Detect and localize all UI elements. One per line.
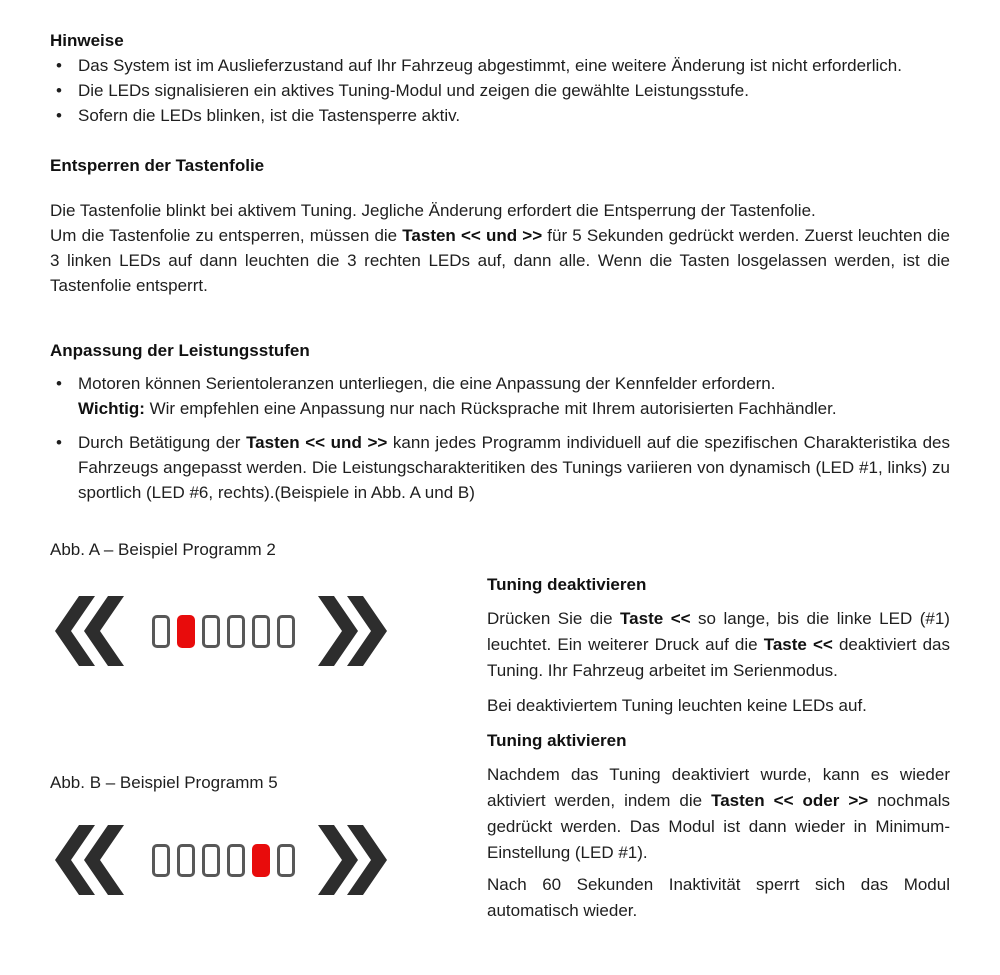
paragraph: Nach 60 Sekunden Inaktivität sperrt sich das Modul automatisch wieder. <box>487 875 950 920</box>
double-chevron-left-icon <box>55 596 124 666</box>
paragraph: Bei deaktiviertem Tuning leuchten keine LEDs auf. <box>487 696 867 715</box>
led-indicator-5 <box>252 615 270 648</box>
led-indicator-2 <box>177 844 195 877</box>
anpassung-list <box>50 371 950 505</box>
list-item: • Sofern die LEDs blinken, ist die Tastensperre aktiv. <box>50 103 950 128</box>
led-panel-figure-a <box>55 596 487 666</box>
figures-and-instructions <box>50 537 950 924</box>
led-row <box>152 615 295 648</box>
double-chevron-left-icon <box>55 825 124 895</box>
list-item: • Die LEDs signalisieren ein aktives Tuning-Modul und zeigen die gewählte Leistungsstufe. <box>50 78 950 103</box>
led-indicator-3 <box>202 844 220 877</box>
led-indicator-5 <box>252 844 270 877</box>
list-item: • Durch Betätigung der Tasten << und >> kann jedes Programm individuell auf die spezifischen Charakteristika des Fahrzeugs angepasst werden. Die Leistungscharakteritiken des Tunings variieren von dynamisch (LED #1, links) zu sportlich (LED #6, rechts).(Beispiele in Abb. A und B) <box>50 430 950 505</box>
led-indicator-1 <box>152 615 170 648</box>
section-heading-anpassung: Anpassung der Leistungsstufen <box>50 341 310 360</box>
paragraph: Um die Tastenfolie zu entsperren, müssen die Tasten << und >> für 5 Sekunden gedrückt werden. Zuerst leuchten die 3 linken LEDs auf dann leuchten die 3 rechten LEDs auf, dann alle. Wenn die Tasten losgelassen werden, ist die Tastenfolie entsperrt. <box>50 226 950 295</box>
paragraph: Die Tastenfolie blinkt bei aktivem Tuning. Jegliche Änderung erfordert die Entsperrung der Tastenfolie. <box>50 201 816 220</box>
section-heading-tuning-aktivieren: Tuning aktivieren <box>487 731 627 750</box>
led-panel-figure-b <box>55 825 487 895</box>
double-chevron-right-icon <box>318 825 387 895</box>
paragraph: Drücken Sie die Taste << so lange, bis die linke LED (#1) leuchtet. Ein weiterer Druck auf die Taste << deaktiviert das Tuning. Ihr Fahrzeug arbeitet im Serienmodus. <box>487 609 950 680</box>
led-indicator-4 <box>227 615 245 648</box>
list-item: • Das System ist im Auslieferzustand auf Ihr Fahrzeug abgestimmt, eine weitere Änderung ist nicht erforderlich. <box>50 53 950 78</box>
led-indicator-6 <box>277 615 295 648</box>
paragraph: • Motoren können Serientoleranzen unterliegen, die eine Anpassung der Kennfelder erfordern. <box>78 374 776 393</box>
section-heading-tuning-deaktivieren: Tuning deaktivieren <box>487 575 647 594</box>
hinweise-list <box>50 53 950 128</box>
section-heading-hinweise: Hinweise <box>50 31 124 50</box>
led-row <box>152 844 295 877</box>
figures-column <box>50 537 487 924</box>
led-indicator-4 <box>227 844 245 877</box>
figure-a-caption: Abb. A – Beispiel Programm 2 <box>50 540 276 559</box>
instructions-column <box>487 537 950 924</box>
paragraph: Wichtig: Wir empfehlen eine Anpassung nur nach Rücksprache mit Ihrem autorisierten Fachhändler. <box>78 399 837 418</box>
list-item <box>50 371 950 421</box>
paragraph: Nachdem das Tuning deaktiviert wurde, kann es wieder aktiviert werden, indem die Tasten << oder >> nochmals gedrückt werden. Das Modul ist dann wieder in Minimum-Einstellung (LED #1). <box>487 765 950 862</box>
figure-b-caption: Abb. B – Beispiel Programm 5 <box>50 773 278 792</box>
led-indicator-3 <box>202 615 220 648</box>
led-indicator-6 <box>277 844 295 877</box>
led-indicator-2 <box>177 615 195 648</box>
led-indicator-1 <box>152 844 170 877</box>
double-chevron-right-icon <box>318 596 387 666</box>
section-heading-entsperren: Entsperren der Tastenfolie <box>50 156 265 175</box>
